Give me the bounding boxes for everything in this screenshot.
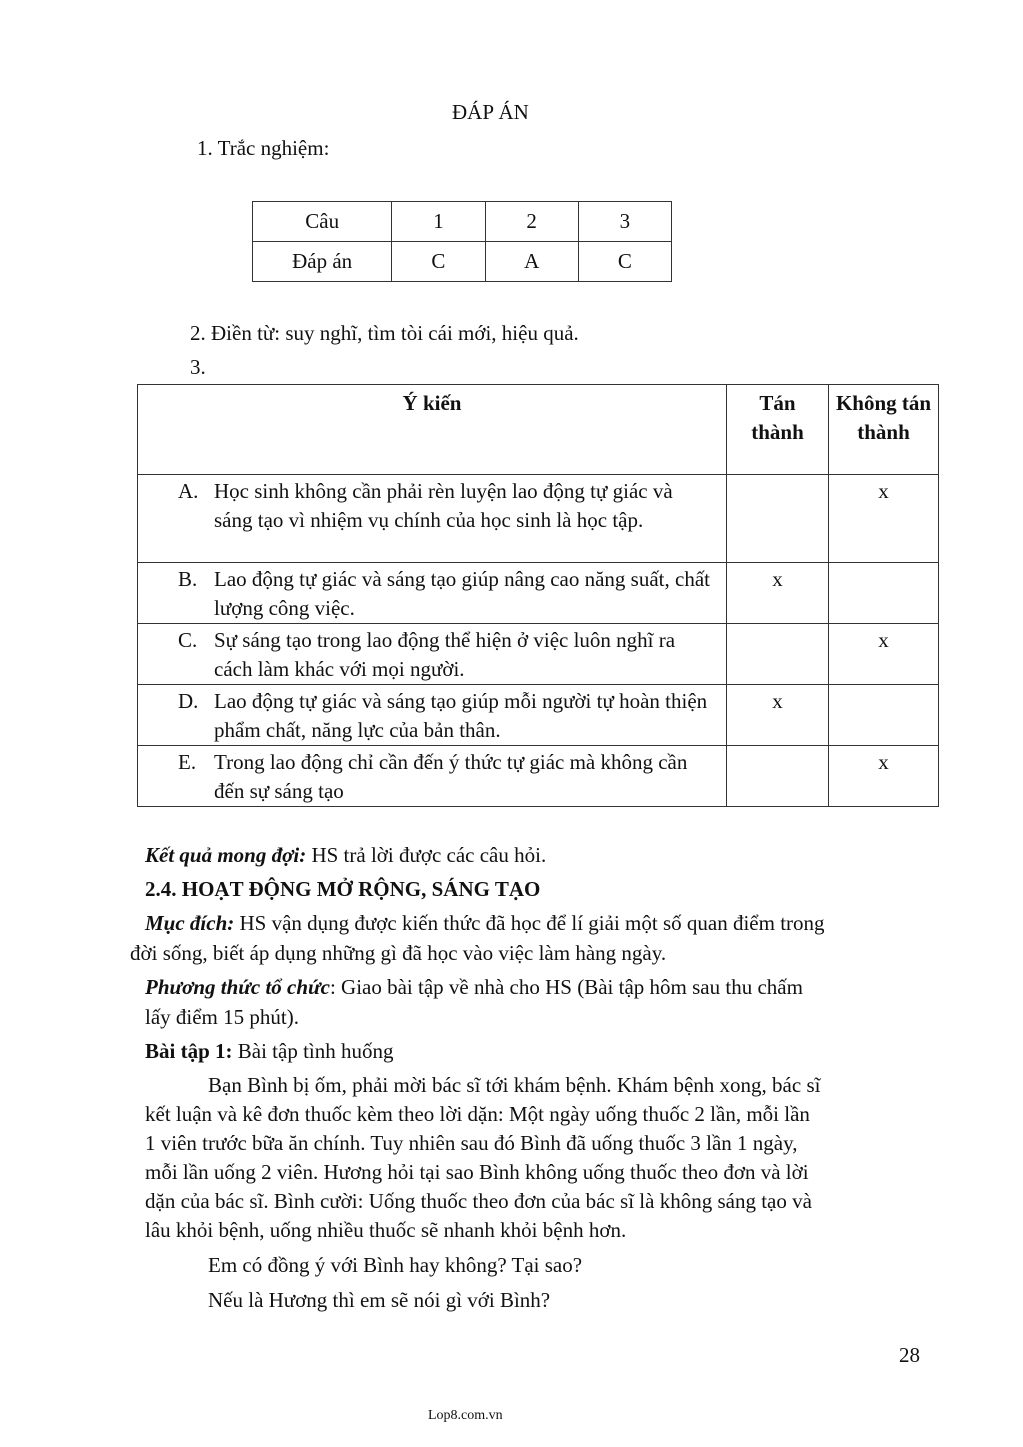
table-cell: A <box>485 242 578 282</box>
method-continued: lấy điểm 15 phút). <box>145 1005 299 1029</box>
expected-label: Kết quả mong đợi: <box>145 843 307 867</box>
opinion-cell <box>138 746 727 807</box>
option-letter: B. <box>178 567 198 591</box>
agree-mark: x <box>727 685 829 746</box>
table-row <box>138 475 939 563</box>
page-number: 28 <box>899 1343 920 1367</box>
table-row <box>138 563 939 624</box>
disagree-mark <box>829 685 939 746</box>
purpose <box>145 911 825 936</box>
table-row <box>138 746 939 807</box>
question-1: Em có đồng ý với Bình hay không? Tại sao? <box>208 1253 583 1277</box>
section-1-label: 1. Trắc nghiệm: <box>197 136 330 160</box>
purpose-continued: đời sống, biết áp dụng những gì đã học vào việc làm hàng ngày. <box>130 941 667 965</box>
table-cell: 3 <box>578 202 671 242</box>
option-letter: D. <box>178 689 199 713</box>
quiz-answer-table <box>252 201 672 282</box>
option-letter: A. <box>178 479 199 503</box>
story-line: mỗi lần uống 2 viên. Hương hỏi tại sao Bình không uống thuốc theo đơn và lời <box>145 1160 809 1184</box>
disagree-mark <box>829 563 939 624</box>
exercise-label: Bài tập 1: <box>145 1039 233 1063</box>
exercise-text: Bài tập tình huống <box>232 1039 394 1063</box>
table-cell: 1 <box>392 202 485 242</box>
story-line: lâu khỏi bệnh, uống nhiều thuốc sẽ nhanh khỏi bệnh hơn. <box>145 1218 627 1242</box>
option-text: Sự sáng tạo trong lao động thể hiện ở việc luôn nghĩ ra cách làm khác với mọi người. <box>214 628 676 681</box>
opinion-cell <box>138 475 727 563</box>
section-2-text: 2. Điền từ: suy nghĩ, tìm tòi cái mới, hiệu quả. <box>190 321 579 345</box>
table-header-row <box>138 385 939 475</box>
option-text: Lao động tự giác và sáng tạo giúp nâng cao năng suất, chất lượng công việc. <box>214 567 710 620</box>
purpose-text: HS vận dụng được kiến thức đã học để lí giải một số quan điểm trong <box>234 911 825 935</box>
footer-watermark: Lop8.com.vn <box>428 1408 503 1423</box>
table-cell: Câu <box>253 202 392 242</box>
table-row <box>253 242 672 282</box>
header-opinion: Ý kiến <box>138 385 727 475</box>
method-text: : Giao bài tập về nhà cho HS (Bài tập hôm sau thu chấm <box>329 975 803 999</box>
opinion-cell <box>138 563 727 624</box>
option-text: Học sinh không cần phải rèn luyện lao động tự giác và sáng tạo vì nhiệm vụ chính của học sinh là học tập. <box>214 479 673 532</box>
agree-mark: x <box>727 563 829 624</box>
opinion-table <box>137 384 939 807</box>
table-cell: Đáp án <box>253 242 392 282</box>
opinion-cell <box>138 685 727 746</box>
section-3-label: 3. <box>190 355 206 379</box>
exercise-heading <box>145 1039 394 1064</box>
agree-mark <box>727 475 829 563</box>
opinion-cell <box>138 624 727 685</box>
purpose-label: Mục đích: <box>145 911 235 935</box>
table-cell: C <box>392 242 485 282</box>
table-row <box>138 624 939 685</box>
disagree-mark: x <box>829 624 939 685</box>
agree-mark <box>727 746 829 807</box>
table-row <box>138 685 939 746</box>
table-row <box>253 202 672 242</box>
story-line: 1 viên trước bữa ăn chính. Tuy nhiên sau đó Bình đã uống thuốc 3 lần 1 ngày, <box>145 1131 798 1155</box>
expected-text: HS trả lời được các câu hỏi. <box>306 843 547 867</box>
disagree-mark: x <box>829 475 939 563</box>
method-label: Phương thức tổ chức <box>145 975 330 999</box>
section-title: 2.4. HOẠT ĐỘNG MỞ RỘNG, SÁNG TẠO <box>145 877 541 901</box>
expected-result <box>145 843 546 868</box>
disagree-mark: x <box>829 746 939 807</box>
header-agree: Tán thành <box>727 385 829 475</box>
table-cell: 2 <box>485 202 578 242</box>
header-disagree: Không tán thành <box>829 385 939 475</box>
method <box>145 975 803 1000</box>
question-2: Nếu là Hương thì em sẽ nói gì với Bình? <box>208 1288 551 1312</box>
table-cell: C <box>578 242 671 282</box>
option-text: Lao động tự giác và sáng tạo giúp mỗi người tự hoàn thiện phẩm chất, năng lực của bản thân. <box>214 689 708 742</box>
page-title: ĐÁP ÁN <box>452 100 529 124</box>
option-letter: C. <box>178 628 198 652</box>
story-line: dặn của bác sĩ. Bình cười: Uống thuốc theo đơn của bác sĩ là không sáng tạo và <box>145 1189 812 1213</box>
agree-mark <box>727 624 829 685</box>
story-line: kết luận và kê đơn thuốc kèm theo lời dặn: Một ngày uống thuốc 2 lần, mỗi lần <box>145 1102 810 1126</box>
story-line: Bạn Bình bị ốm, phải mời bác sĩ tới khám bệnh. Khám bệnh xong, bác sĩ <box>208 1073 821 1097</box>
option-letter: E. <box>178 750 197 774</box>
option-text: Trong lao động chỉ cần đến ý thức tự giác mà không cần đến sự sáng tạo <box>214 750 688 803</box>
